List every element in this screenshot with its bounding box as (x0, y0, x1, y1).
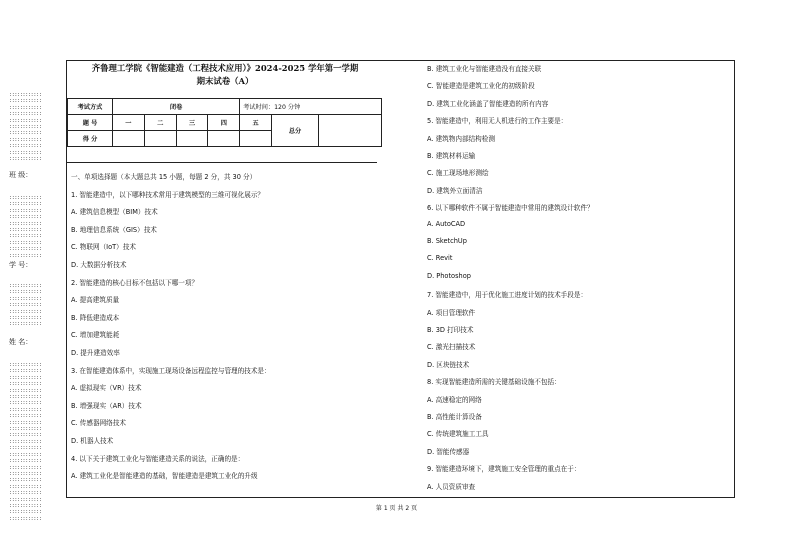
exam-title (70, 62, 380, 88)
answer-option: B. SketchUp (427, 237, 467, 245)
answer-option: A. 建筑物内部结构检测 (427, 134, 495, 143)
score-cell[interactable] (240, 131, 272, 147)
exam-time: 考试时间：120 分钟 (240, 99, 382, 115)
answer-option: A. 建筑工业化是智能建造的基础，智能建造是建筑工业化的升级 (71, 472, 258, 481)
col-3: 三 (176, 115, 208, 131)
answer-option: B. 增强现实（AR）技术 (71, 401, 142, 410)
question-stem: 9. 智能建造环境下，建筑施工安全管理的重点在于： (427, 465, 581, 474)
answer-option: C. 传统建筑施工工具 (427, 430, 489, 439)
answer-option: B. 建筑材料运输 (427, 152, 476, 160)
binding-dots: :::::::::::: :::::::::::: :::::::::::: :::::::::::: :::::::::::: :::::::::::: :::::::::::: (9, 283, 42, 328)
answer-option: D. 提升建造效率 (71, 349, 120, 357)
answer-option: B. 高性能计算设备 (427, 413, 482, 421)
answer-option: C. 物联网（IoT）技术 (71, 243, 136, 252)
binding-dots: :::::::::::: :::::::::::: :::::::::::: :::::::::::: :::::::::::: :::::::::::: :::::::::::: :::::::::::: :::::::::::: :::::::::::: :::::::::::: (9, 92, 42, 163)
answer-option: B. 地理信息系统（GIS）技术 (71, 225, 157, 234)
total-score-cell[interactable] (319, 115, 382, 147)
answer-option: A. 建筑信息模型（BIM）技术 (71, 208, 158, 217)
answer-option: D. 大数据分析技术 (71, 261, 127, 269)
answer-option: C. Revit (427, 254, 453, 263)
answer-option: C. 施工现场地形测绘 (427, 169, 489, 178)
section-heading: 一、单项选择题（本大题总共 15 小题，每题 2 分，共 30 分） (71, 173, 257, 181)
question-stem: 5. 智能建造中，利用无人机进行的工作主要是： (427, 117, 568, 126)
score-cell[interactable] (208, 131, 240, 147)
answer-option: D. 机器人技术 (71, 437, 114, 445)
answer-option: A. AutoCAD (427, 219, 466, 228)
binding-dots: :::::::::::: :::::::::::: :::::::::::: :::::::::::: :::::::::::: :::::::::::: :::::::::::: :::::::::::: :::::::::::: :::::::::::: :::::::::::: :::::::::::: :::::::::::: :::::::::::: :::::::::::: :::::::::::: :::::::::::: :::::::::::: :::::::::::: :::::::::::: :::::::::::: :::::::::::: :::::::::::: :::::::::::: :::::::::::: (9, 362, 42, 522)
score-cell[interactable] (144, 131, 176, 147)
answer-option: D. Photoshop (427, 271, 471, 280)
col-4: 四 (208, 115, 240, 131)
question-stem: 6. 以下哪种软件不属于智能建造中常用的建筑设计软件？ (427, 204, 594, 213)
score-cell[interactable] (176, 131, 208, 147)
answer-option: A. 虚拟现实（VR）技术 (71, 384, 142, 393)
binding-dots: :::::::::::: :::::::::::: :::::::::::: :::::::::::: :::::::::::: :::::::::::: :::::::::::: :::::::::::: :::::::::::: :::::::::::: (9, 195, 42, 259)
question-stem: 8. 实现智能建造所需的关键基础设施不包括： (427, 378, 561, 387)
exam-mode-value: 闭卷 (113, 99, 240, 115)
answer-option: A. 项目管理软件 (427, 308, 476, 317)
title-line-1: 齐鲁理工学院《智能建造（工程技术应用）》2024-2025 学年第一学期 (91, 63, 359, 73)
col-5: 五 (240, 115, 272, 131)
class-label: 班 级： (9, 171, 33, 179)
name-label: 姓 名： (9, 338, 33, 346)
col-2: 二 (144, 115, 176, 131)
answer-option: C. 智能建造是建筑工业化的初级阶段 (427, 82, 535, 91)
answer-option: C. 激光扫描技术 (427, 343, 476, 352)
answer-option: B. 建筑工业化与智能建造没有直接关联 (427, 65, 542, 73)
question-stem: 1. 智能建造中，以下哪种技术常用于建筑模型的三维可视化展示？ (71, 190, 265, 199)
answer-option: A. 高速稳定的网络 (427, 395, 482, 404)
answer-option: D. 建筑外立面清洁 (427, 186, 483, 195)
title-line-2: 期末试卷（A） (196, 76, 254, 86)
exam-mode-label: 考试方式 (68, 99, 113, 115)
answer-option: A. 提高建筑质量 (71, 296, 120, 305)
question-stem: 4. 以下关于建筑工业化与智能建造关系的说法，正确的是： (71, 454, 245, 463)
answer-option: D. 智能传感器 (427, 447, 470, 456)
divider (67, 162, 377, 163)
score-table (67, 98, 382, 147)
answer-option: A. 人员资质审查 (427, 482, 476, 491)
page-number: 第 1 页 共 2 页 (375, 505, 418, 512)
answer-option: C. 传感器网络技术 (71, 419, 126, 428)
answer-option: D. 建筑工业化涵盖了智能建造的所有内容 (427, 99, 549, 108)
question-stem: 7. 智能建造中，用于优化施工进度计划的技术手段是： (427, 291, 588, 300)
score-label: 得 分 (68, 131, 113, 147)
answer-option: B. 3D 打印技术 (427, 326, 474, 334)
total-label: 总分 (272, 115, 319, 147)
score-cell[interactable] (113, 131, 145, 147)
question-stem: 3. 在智能建造体系中，实现施工现场设备远程监控与管理的技术是： (71, 366, 271, 375)
answer-option: D. 区块链技术 (427, 360, 470, 369)
student-id-label: 学 号： (9, 261, 33, 269)
question-stem: 2. 智能建造的核心目标不包括以下哪一项？ (71, 278, 199, 287)
col-1: 一 (113, 115, 145, 131)
binding-margin (9, 90, 59, 530)
question-no-label: 题 号 (68, 115, 113, 131)
answer-option: B. 降低建造成本 (71, 313, 120, 322)
answer-option: C. 增加建筑能耗 (71, 331, 120, 340)
